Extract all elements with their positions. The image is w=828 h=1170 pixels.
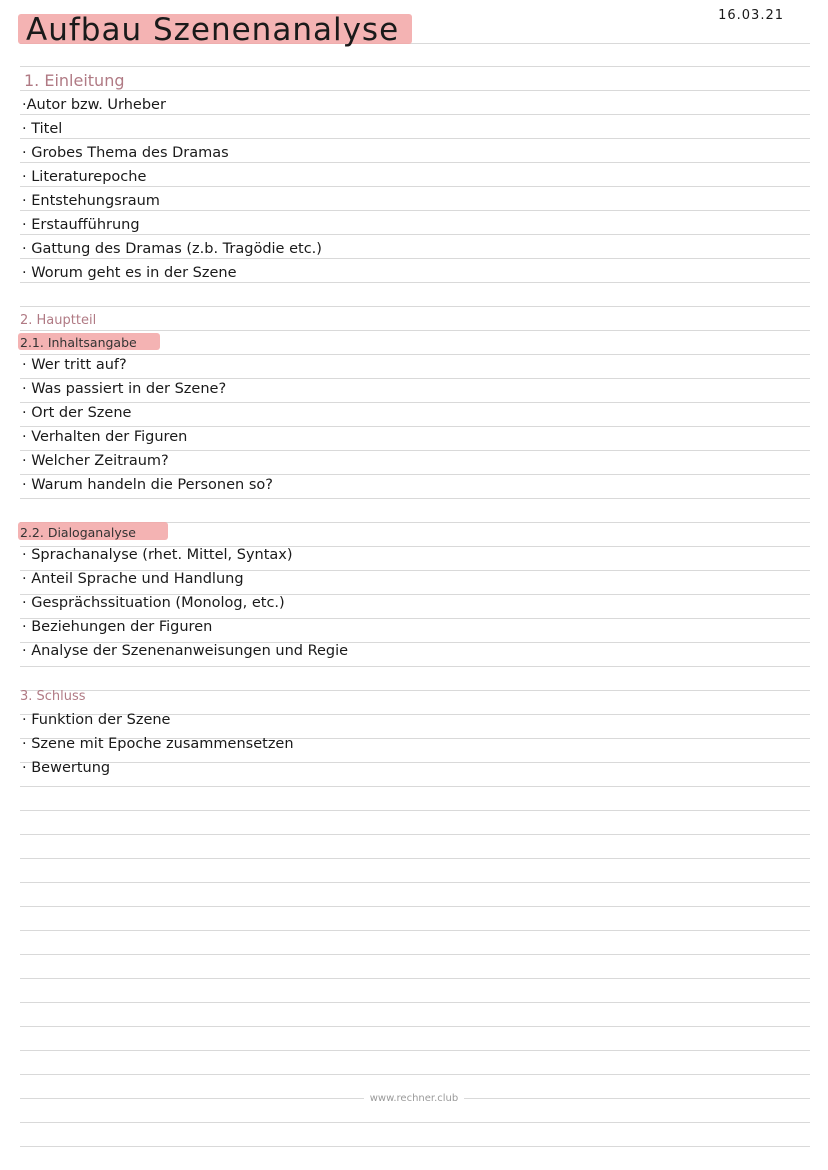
section-heading-schluss: 3. Schluss <box>20 689 86 704</box>
list-item: · Wer tritt auf? <box>22 357 127 373</box>
list-item: · Gattung des Dramas (z.b. Tragödie etc.) <box>22 241 322 257</box>
list-item: · Welcher Zeitraum? <box>22 453 169 469</box>
page-date: 16.03.21 <box>718 8 784 23</box>
subsection-heading-dialoganalyse: 2.2. Dialoganalyse <box>20 525 136 540</box>
list-item: · Gesprächssituation (Monolog, etc.) <box>22 595 285 611</box>
list-item: · Verhalten der Figuren <box>22 429 188 445</box>
list-item: · Titel <box>22 121 63 137</box>
list-item: · Ort der Szene <box>22 405 132 421</box>
watermark <box>0 1093 828 1104</box>
list-item: · Bewertung <box>22 760 111 776</box>
list-item: · Was passiert in der Szene? <box>22 381 227 397</box>
section-heading-einleitung: 1. Einleitung <box>24 71 125 90</box>
list-item: · Sprachanalyse (rhet. Mittel, Syntax) <box>22 547 293 563</box>
list-item: · Szene mit Epoche zusammensetzen <box>22 736 294 752</box>
subsection-heading-inhaltsangabe: 2.1. Inhaltsangabe <box>20 335 137 350</box>
list-item: · Worum geht es in der Szene <box>22 265 237 281</box>
list-item: · Beziehungen der Figuren <box>22 619 213 635</box>
list-item: · Grobes Thema des Dramas <box>22 145 229 161</box>
list-item: · Anteil Sprache und Handlung <box>22 571 244 587</box>
list-item: · Literaturepoche <box>22 169 147 185</box>
list-item: · Warum handeln die Personen so? <box>22 477 273 493</box>
section-heading-hauptteil: 2. Hauptteil <box>20 313 97 328</box>
watermark-text: www.rechner.club <box>364 1093 465 1104</box>
list-item: ·Autor bzw. Urheber <box>22 97 166 113</box>
list-item: · Analyse der Szenenanweisungen und Regie <box>22 643 349 659</box>
list-item: · Entstehungsraum <box>22 193 160 209</box>
list-item: · Funktion der Szene <box>22 712 171 728</box>
list-item: · Erstaufführung <box>22 217 140 233</box>
page-title: Aufbau Szenenanalyse <box>26 12 400 48</box>
